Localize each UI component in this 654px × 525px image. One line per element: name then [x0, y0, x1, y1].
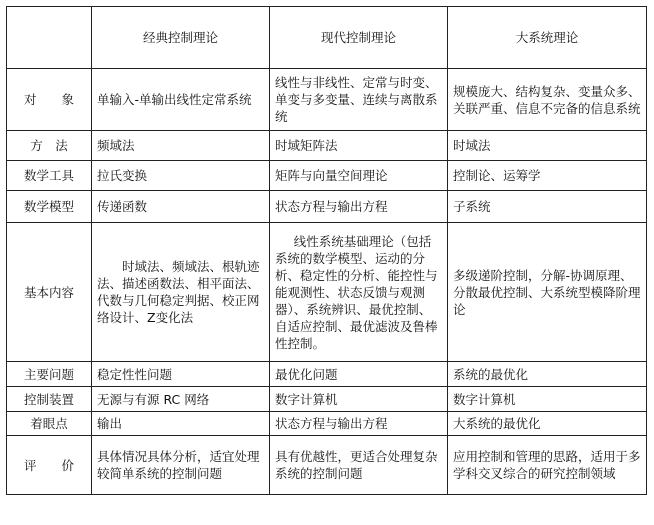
header-empty [7, 7, 92, 69]
table-cell: 单输入-单输出线性定常系统 [92, 69, 270, 131]
header-classical: 经典控制理论 [92, 7, 270, 69]
table-cell: 线性与非线性、定常与时变、单变与多变量、连续与离散系统 [270, 69, 448, 131]
table-row [7, 131, 647, 161]
table-cell: 具体情况具体分析，适宜处理较简单系统的控制问题 [92, 436, 270, 495]
table-cell: 子系统 [448, 191, 647, 223]
header-large-system: 大系统理论 [448, 7, 647, 69]
header-modern: 现代控制理论 [270, 7, 448, 69]
table-cell: 状态方程与输出方程 [270, 191, 448, 223]
table-cell: 频域法 [92, 131, 270, 161]
table-cell: 多级递阶控制，分解-协调原理、分散最优控制、大系统型模降阶理论 [448, 223, 647, 362]
table-row [7, 362, 647, 387]
table-cell: 应用控制和管理的思路，适用于多学科交叉综合的研究控制领域 [448, 436, 647, 495]
table-cell: 线性系统基础理论（包括系统的数学模型、运动的分析、稳定性的分析、能控性与能观测性、状态反馈与观测器）、系统辨识、最优控制、自适应控制、最优滤波及鲁棒性控制。 [270, 223, 448, 362]
table-row [7, 69, 647, 131]
table-cell: 具有优越性，更适合处理复杂系统的控制问题 [270, 436, 448, 495]
table-cell: 大系统的最优化 [448, 412, 647, 436]
header-row [7, 7, 647, 69]
table-row [7, 223, 647, 362]
table-cell: 时域法、频域法、根轨迹法、描述函数法、相平面法、代数与几何稳定判据、校正网络设计、Z变化法 [92, 223, 270, 362]
table-cell: 传递函数 [92, 191, 270, 223]
table-cell: 拉氏变换 [92, 161, 270, 191]
table-cell: 控制论、运筹学 [448, 161, 647, 191]
row-label: 着眼点 [7, 412, 92, 436]
table-cell: 时域矩阵法 [270, 131, 448, 161]
table-cell: 数字计算机 [448, 387, 647, 412]
table-cell: 数字计算机 [270, 387, 448, 412]
row-label: 基本内容 [7, 223, 92, 362]
row-label: 控制装置 [7, 387, 92, 412]
table-row [7, 387, 647, 412]
table-cell: 状态方程与输出方程 [270, 412, 448, 436]
comparison-table [6, 6, 647, 495]
table-row [7, 191, 647, 223]
table-row [7, 412, 647, 436]
table-cell: 最优化问题 [270, 362, 448, 387]
table-cell: 无源与有源 RC 网络 [92, 387, 270, 412]
table-cell: 输出 [92, 412, 270, 436]
row-label: 评 价 [7, 436, 92, 495]
table-cell: 系统的最优化 [448, 362, 647, 387]
table-cell: 矩阵与向量空间理论 [270, 161, 448, 191]
row-label: 数学模型 [7, 191, 92, 223]
row-label: 主要问题 [7, 362, 92, 387]
row-label: 方 法 [7, 131, 92, 161]
row-label: 数学工具 [7, 161, 92, 191]
table-row [7, 161, 647, 191]
table-row [7, 436, 647, 495]
table-cell: 时域法 [448, 131, 647, 161]
table-cell: 规模庞大、结构复杂、变量众多、关联严重、信息不完备的信息系统 [448, 69, 647, 131]
row-label: 对 象 [7, 69, 92, 131]
table-cell: 稳定性性问题 [92, 362, 270, 387]
